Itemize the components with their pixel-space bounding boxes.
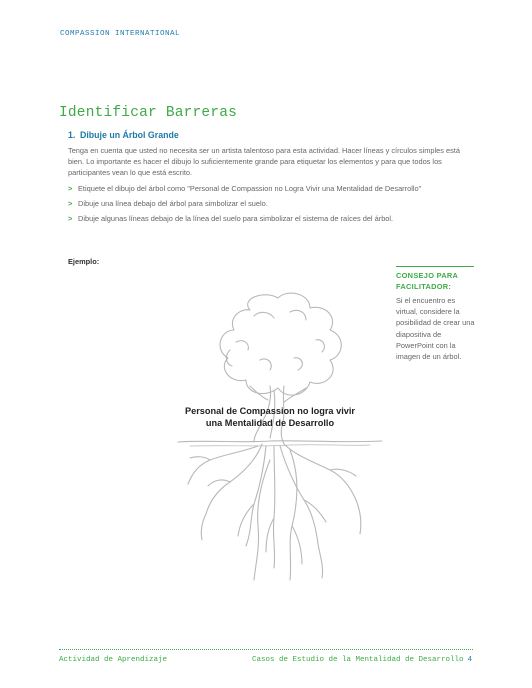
instruction-item <box>68 183 468 194</box>
tip-divider <box>396 266 474 267</box>
footer-divider <box>59 649 473 650</box>
tree-label <box>160 405 380 429</box>
tree-sketch-icon <box>170 290 390 620</box>
tree-label-line: Personal de Compassion no logra vivir <box>184 406 355 416</box>
instruction-text: Etiquete el dibujo del árbol como "Personal de Compassion no Logra Vivir una Mentalidad de Desarrollo" <box>78 184 422 193</box>
instruction-text: Dibuje una línea debajo del árbol para simbolizar el suelo. <box>78 199 268 209</box>
chevron-right-icon: > <box>68 184 73 193</box>
chevron-right-icon: > <box>68 199 73 209</box>
footer-title: Casos de Estudio de la Mentalidad de Desarrollo <box>251 656 464 664</box>
example-label: Ejemplo: <box>68 257 100 266</box>
footer-right <box>252 656 472 664</box>
instruction-item <box>68 213 468 224</box>
tip-body: Si el encuentro es virtual, considere la posibilidad de crear una diapositiva de PowerPoint con la imagen de un árbol. <box>396 296 475 362</box>
chevron-right-icon: > <box>68 214 73 224</box>
instruction-list <box>68 183 468 229</box>
running-header: COMPASSION INTERNATIONAL <box>60 30 181 38</box>
section-title: Identificar Barreras <box>59 105 238 121</box>
instruction-text: Dibuje algunas líneas debajo de la línea del suelo para simbolizar el sistema de raíces del árbol. <box>78 214 394 224</box>
tip-title: CONSEJO PARA FACILITADOR: <box>396 271 458 291</box>
instruction-item <box>68 198 468 209</box>
tree-label-line: una Mentalidad de Desarrollo <box>205 418 335 428</box>
page-number: 4 <box>467 656 472 664</box>
step-title: Dibuje un Árbol Grande <box>80 130 179 140</box>
step-heading <box>68 130 179 140</box>
step-number: 1. <box>68 130 76 140</box>
footer-left: Actividad de Aprendizaje <box>59 656 168 664</box>
intro-paragraph: Tenga en cuenta que usted no necesita ser un artista talentoso para esta actividad. Hacer líneas y círculos simples está bien. Lo importante es hacer el dibujo lo suficientemente grande para etiquetar los elementos y para que todos los participantes vean lo que está escrito. <box>68 146 460 178</box>
